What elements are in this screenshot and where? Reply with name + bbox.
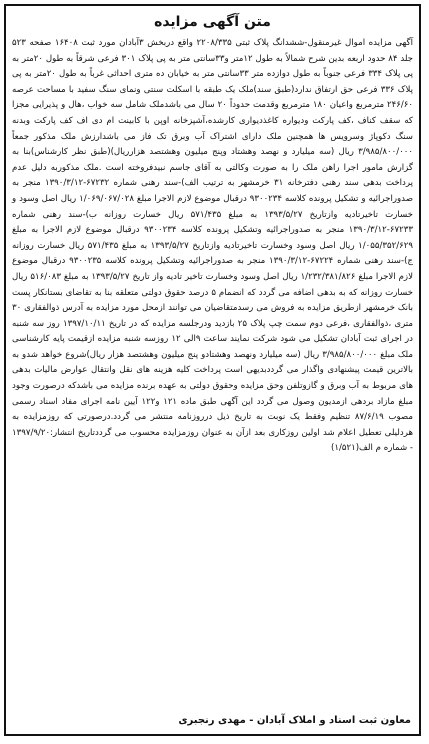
signature-line: معاون ثبت اسناد و املاک آبادان - مهدی رنجبری bbox=[178, 715, 411, 726]
auction-notice bbox=[4, 4, 421, 736]
notice-title: متن آگهی مزایده bbox=[154, 14, 271, 30]
notice-body: آگهی مزایده اموال غیرمنقول-ششدانگ پلاک ثبتی ۲۲۰۸/۳۳۵ واقع دربخش ۳آبادان مورد ثبت ۱۶۴۰۸ صفحه ۵۲۳ جلد ۸۴ حدود اربعه بدین شرح شمالاً به طول ۱۲متر و۳۳سانتی متر به پی پلاک ۳۰۱ فرعی شرقاً به طول ۲۰متر به پی پلاک ۳۳۴ فرعی جنوباً به طول دوازده متر ۳۳سانتی متر به خیابان ده متری احداثی غرباً به طول ۲۰متر به پی پلاک ۳۳۶ فرعی حق ارتفاق ندارد(طبق سند)ملک یک طبقه با اسکلت سنتی ونمای سنگ سفید با مساحت عرصه ۲۴۶/۶۰ مترمربع واعیان ۱۸۰ مترمربع وقدمت حدوداً ۲۰ سال می باشدملک شامل سه خواب ،هال و پذیرایی مجزا که سقف کناف ،کف پارکت ودیواره کاغذدیواری کارشده،آشپزخانه اوپن با کابینت ام دی اف کف پارکت وبدنه سنگ دکوپاژ وسرویس ها همچنین ملک دارای اشتراک آب وبرق تک فاز می باشدارزش ملک مذکور جمعاً ۳/۹۸۵/۸۰۰/۰۰۰ ریال (سه میلیارد و نهصد وهشتاد وپنج میلیون وهشتصد هزارریال)(طبق نظر کارشناس)بنا به گزارش مامور اجرا راهن ملک را به صورت وکالتی به آقای جاسم نبیدفروخته است .ملک مذکوربه دلیل عدم پرداخت بدهی سند رهنی دفترخانه ۳۱ خرمشهر به ترتیب الف)-سند رهنی شماره ۶۷۲۳۲-۱۳۹۰/۳/۱۲ منجر به صدوراجرائیه و تشکیل پرونده کلاسه ۹۳۰۰۲۳۴ درقبال موضوع لازم الاجرا مبلغ ۱/۰۶۹/۰۶۷/۰۲۸ ریال اصل وسود و خسارت تاخیرتادیه وازتاریخ ۱۳۹۳/۵/۲۷ به مبلغ ۵۷۱/۴۳۵ ریال خسارت روزانه ب)-سند رهنی شماره ۶۷۲۳۳-۱۳۹۰/۳/۱۲ منجر به صدوراجرائیه وتشکیل پرونده کلاسه ۹۳۰۰۲۳۴ درقبال موضوع لازم الاجرا به مبلغ ۱/۰۵۵/۳۵۲/۶۲۹ ریال اصل وسود وخسارت تاخیرتادیه وازتاریخ ۱۳۹۳/۵/۲۷ به مبلغ ۵۷۱/۴۳۵ ریال خسارت روزانه ج)-سند رهنی شماره ۶۷۲۲۴-۱۳۹۰/۳/۱۲ منجر به صدوراجرائیه وتشکیل پرونده کلاسه ۹۳۰۰۲۳۵ درقبال موضوع لازم الاجرا مبلغ ۱/۲۳۲/۳۸۱/۸۲۶ ریال اصل وسود وخسارت تاخیر تادیه واز تاریخ ۱۳۹۳/۵/۲۷ به مبلغ ۵۱۶/۰۸۳ ریال خسارت روزانه که به بدهی اضافه می گردد که انضمام ۵ درصد حقوق دولتی متعلقه بنا به تقاضای بستانکار پست بانک خرمشهر ازطریق مزایده به فروش می رسدمتقاضیان می توانند ازمحل مورد مزایده به آدرس ذوالفقاری ۳۰ متری ،ذوالفقاری ،فرعی دوم سمت چپ پلاک ۲۵ بازدید ودرجلسه مزایده که در تاریخ ۱۳۹۷/۱۰/۱۱ روز سه شنبه در اجرای ثبت آبادان تشکیل می شود شرکت نمایند ساعت ۹الی ۱۲ روزسه شنبه مزایده ازقیمت پایه کارشناسی ملک مبلغ ۳/۹۸۵/۸۰۰/۰۰۰ ریال (سه میلیارد ونهصد وهشتادو پنج میلیون وهشتصد هزار ریال)شروع خواهد شدو به بالاترین قیمت پیشنهادی واگذار می گرددبدیهی است پرداخت کلیه هزینه های نقل وانتقال عوارض مالیات بدهی های مربوط به آب وبرق و گازوتلفن وحق مزایده وحقوق دولتی به عهده برنده مزایده می باشدکه درصورت وجود مبلغ مازاد بردهی ازمدیون وصول می گردد این آگهی طبق ماده ۱۲۱ و۱۲۲ آیین نامه اجرای مفاد اسناد رسمی مصوب ۸۷/۶/۱۹ تنظیم وفقط یک نوبت به تاریخ ذیل درروزنامه منتشر می گردد.درصورتی که روزمزایده به هردلیلی تعطیل اعلام شد اولین روزکاری بعد ازآن به عنوان روزمزایده محسوب می گرددتاریخ انتشار:۱۳۹۷/۹/۲۰ - شماره م الف(۱/۵۲۱) bbox=[12, 38, 414, 454]
